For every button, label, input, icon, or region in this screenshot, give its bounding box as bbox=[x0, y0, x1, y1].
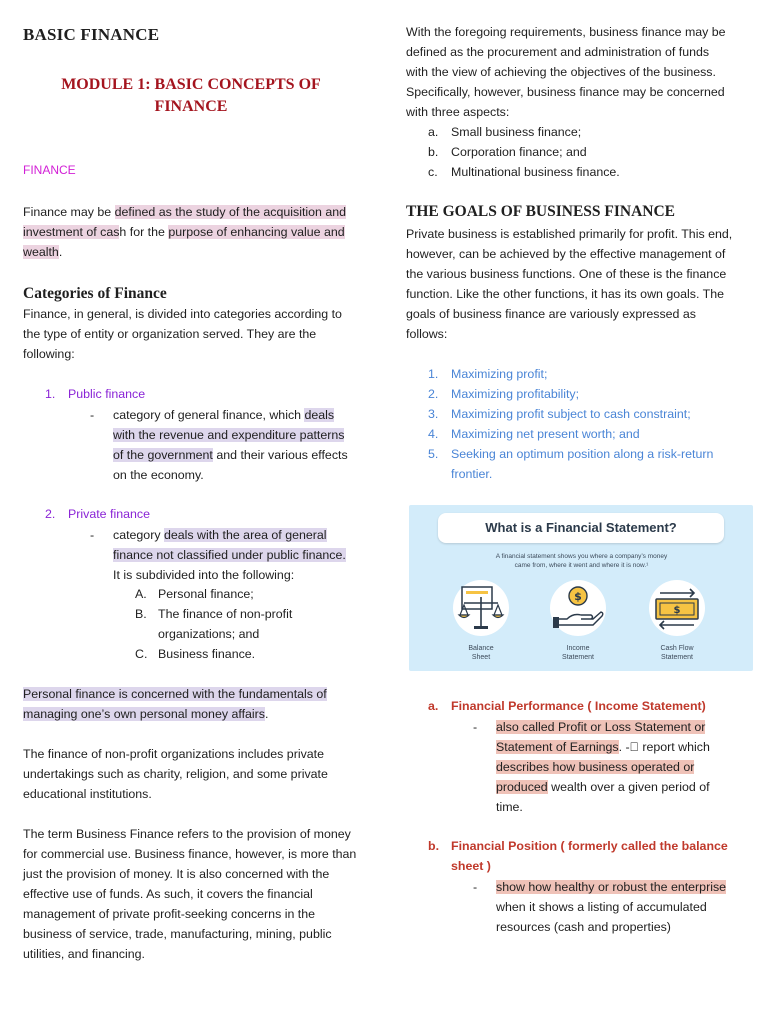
public-finance-description: category of general finance, which deals with the revenue and expenditure patterns of the government and their various effects on the economy. bbox=[113, 408, 348, 482]
private-finance-label: Private finance bbox=[68, 507, 150, 521]
private-finance-number: 2. bbox=[45, 507, 56, 521]
private-finance-description: category deals with the area of general finance not classified under public finance. It is subdivided into the following: bbox=[113, 528, 346, 582]
module-title-line-1: MODULE 1: BASIC CONCEPTS OF bbox=[61, 76, 321, 93]
aspect-item: a. Small business finance; bbox=[428, 125, 582, 139]
categories-heading: Categories of Finance bbox=[23, 285, 167, 302]
aspect-list bbox=[428, 122, 620, 182]
categories-intro: Finance, in general, is divided into categories according to the type of entity or organization served. They are the following: bbox=[23, 307, 342, 361]
module-title-line-2: FINANCE bbox=[154, 98, 228, 115]
business-finance-paragraph: The term Business Finance refers to the provision of money for commercial use. Business finance, however, is more than just the provision of money. It is also concerned with the effective use of funds. As such, it covers the financial management of private profit-seeking concerns in the business of service, trade, manufacturing, mining, public utilities, and financing. bbox=[23, 827, 357, 961]
fpos-dash: - bbox=[473, 880, 478, 894]
aspect-item: c. Multinational business finance. bbox=[428, 165, 620, 179]
personal-finance-paragraph: Personal finance is concerned with the fundamentals of managing one’s own personal money affairs. bbox=[23, 687, 327, 721]
sub-a-letter: A. bbox=[135, 587, 147, 601]
cash-flow-icon bbox=[648, 579, 706, 637]
module-title bbox=[23, 74, 359, 118]
svg-text:$: $ bbox=[574, 590, 582, 603]
goal-item: 3. Maximizing profit subject to cash constraint; bbox=[428, 407, 691, 421]
sub-b-text: The finance of non-profit organizations; and bbox=[158, 607, 293, 641]
fpos-heading: Financial Position ( formerly called the balance sheet ) bbox=[451, 839, 728, 873]
sub-b-letter: B. bbox=[135, 607, 147, 621]
balance-sheet-label: Balance Sheet bbox=[468, 645, 494, 661]
svg-text:$: $ bbox=[673, 605, 681, 616]
goal-item: 5. Seeking an optimum position along a risk-return bbox=[428, 447, 714, 461]
goal-item: 1. Maximizing profit; bbox=[428, 367, 548, 381]
cash-flow-statement-label: Cash Flow Statement bbox=[660, 645, 694, 661]
aspect-item: b. Corporation finance; and bbox=[428, 145, 587, 159]
coin-hand-icon bbox=[549, 579, 607, 637]
document-title: BASIC FINANCE bbox=[23, 25, 160, 44]
goal-item-continuation: frontier. bbox=[451, 467, 493, 481]
goals-paragraph: Private business is established primarily for profit. This end, however, can be achieved by the effective management of the various business functions. One of these is the finance function. Like the other functions, it has its own goals. The goals of business finance are variously expressed as follows: bbox=[406, 227, 733, 341]
public-finance-number: 1. bbox=[45, 387, 56, 401]
goal-list bbox=[428, 364, 748, 484]
goals-heading: THE GOALS OF BUSINESS FINANCE bbox=[406, 203, 676, 220]
goal-item: 2. Maximizing profitability; bbox=[428, 387, 580, 401]
fp-description: also called Profit or Loss Statement or Statement of Earnings. - report which describes how business operated or produced wealth over a given period of time. bbox=[496, 720, 710, 814]
income-statement-label: Income Statement bbox=[562, 645, 594, 661]
fp-dash: - bbox=[473, 720, 478, 734]
fp-letter: a. bbox=[428, 699, 439, 713]
fp-heading: Financial Performance ( Income Statement) bbox=[451, 699, 706, 713]
nonprofit-paragraph: The finance of non-profit organizations includes private undertakings such as charity, religion, and some private educational institutions. bbox=[23, 747, 328, 801]
goal-item: 4. Maximizing net present worth; and bbox=[428, 427, 640, 441]
financial-statement-infographic bbox=[409, 505, 753, 671]
fpos-letter: b. bbox=[428, 839, 440, 853]
public-finance-label: Public finance bbox=[68, 387, 146, 401]
sub-c-letter: C. bbox=[135, 647, 148, 661]
finance-definition: Finance may be defined as the study of the acquisition and investment of cash for the purpose of enhancing value and wealth. bbox=[23, 205, 347, 259]
finance-label: FINANCE bbox=[23, 163, 76, 177]
fpos-description: show how healthy or robust the enterprise when it shows a listing of accumulated resources (cash and properties) bbox=[496, 880, 727, 934]
private-dash: - bbox=[90, 528, 95, 542]
sub-a-text: Personal finance; bbox=[158, 587, 254, 601]
sub-c-text: Business finance. bbox=[158, 647, 256, 661]
infographic-subtitle: A financial statement shows you where a company’s money came from, where it went and where it is now.¹ bbox=[495, 553, 668, 569]
infographic-title: What is a Financial Statement? bbox=[438, 513, 724, 543]
intro-paragraph: With the foregoing requirements, business finance may be defined as the procurement and administration of funds with the view of achieving the objectives of the business. Specifically, however, business finance may be concerned with three aspects: bbox=[406, 25, 726, 119]
balance-scale-icon bbox=[452, 579, 510, 637]
public-dash: - bbox=[90, 408, 95, 422]
